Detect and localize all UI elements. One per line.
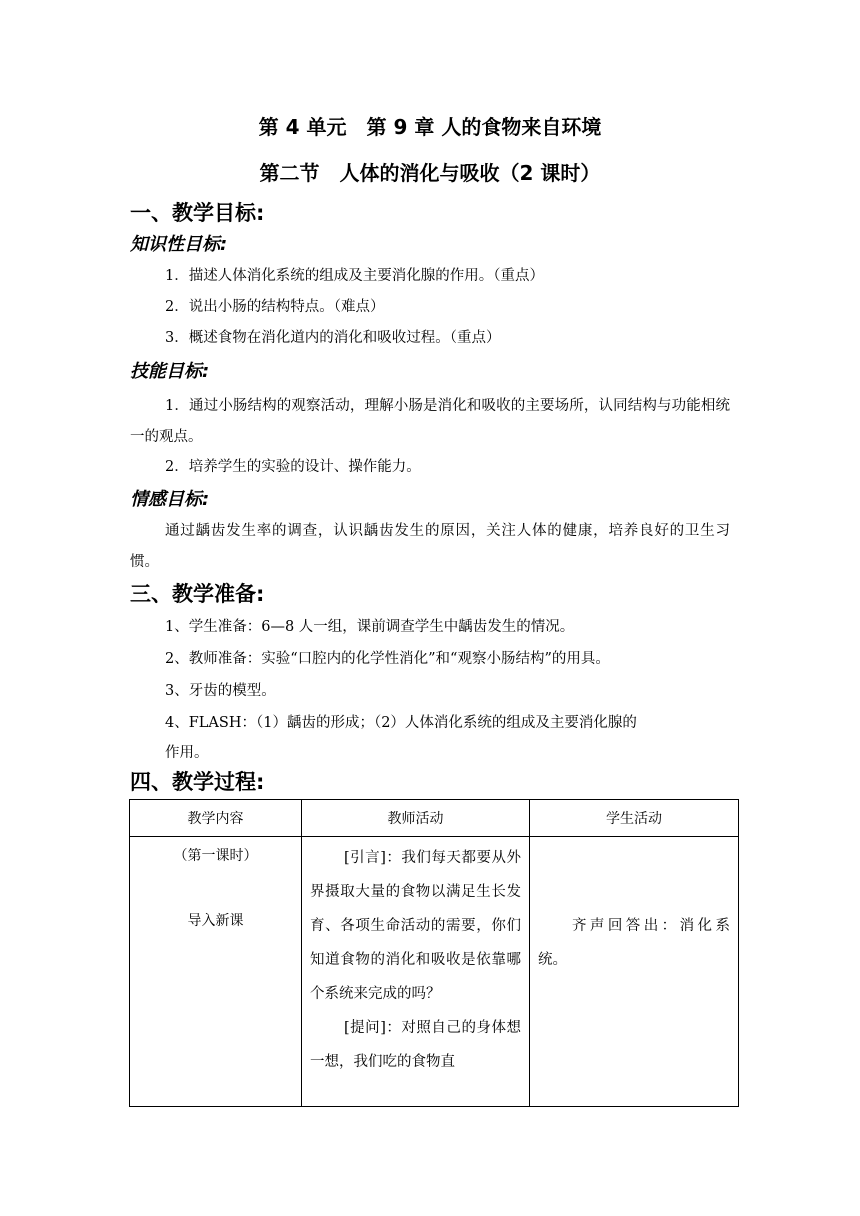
skill-goal-item: 2．培养学生的实验的设计、操作能力。 — [165, 459, 421, 475]
knowledge-goal-item: 2．说出小肠的结构特点。（难点） — [165, 299, 385, 315]
skill-goal-item: 1．通过小肠结构的观察活动，理解小肠是消化和吸收的主要场所，认同结构与功能相统一的观点。 — [130, 398, 730, 445]
content-cell — [130, 837, 302, 1107]
unit-title: 第 4 单元 第 9 章 人的食物来自环境 — [258, 115, 602, 139]
header-content: 教学内容 — [130, 800, 302, 837]
lesson-table — [129, 799, 739, 1107]
lesson-topic: 导入新课 — [187, 913, 244, 929]
skill-goals-heading: 技能目标: — [130, 361, 210, 382]
lesson-number: （第一课时） — [173, 848, 258, 864]
teaching-goals-heading: 一、教学目标: — [130, 201, 265, 225]
prep-item: 1、学生准备：6—8 人一组，课前调查学生中龋齿发生的情况。 — [165, 619, 575, 635]
table-row — [130, 837, 739, 1107]
student-response: 齐声回答出：消化系统。 — [538, 918, 730, 968]
teaching-prep-heading: 三、教学准备: — [130, 582, 265, 606]
prep-item-continuation: 作用。 — [165, 745, 209, 761]
student-cell — [530, 837, 739, 1107]
knowledge-goal-item: 1．描述人体消化系统的组成及主要消化腺的作用。（重点） — [165, 268, 544, 284]
teacher-intro: [引言]：我们每天都要从外界摄取大量的食物以满足生长发育、各项生命活动的需要，你们知道食物的消化和吸收是依靠哪个系统来完成的吗？ — [310, 850, 521, 1002]
knowledge-goal-item: 3．概述食物在消化道内的消化和吸收过程。（重点） — [165, 330, 501, 346]
emotion-goals-heading: 情感目标: — [130, 489, 210, 510]
teacher-question: [提问]：对照自己的身体想一想，我们吃的食物直 — [310, 1020, 521, 1070]
prep-item: 3、牙齿的模型。 — [165, 683, 276, 699]
teacher-cell — [302, 837, 530, 1107]
table-header-row — [130, 800, 739, 837]
header-student: 学生活动 — [530, 800, 739, 837]
section-title: 第二节 人体的消化与吸收（2 课时） — [259, 161, 601, 185]
prep-item: 4、FLASH：（1）龋齿的形成；（2）人体消化系统的组成及主要消化腺的 — [165, 715, 637, 731]
header-teacher: 教师活动 — [302, 800, 530, 837]
knowledge-goals-heading: 知识性目标: — [130, 234, 228, 255]
prep-item: 2、教师准备：实验“口腔内的化学性消化”和“观察小肠结构”的用具。 — [165, 651, 610, 667]
emotion-goal-text: 通过龋齿发生率的调查，认识龋齿发生的原因，关注人体的健康，培养良好的卫生习惯。 — [130, 523, 730, 570]
teaching-process-heading: 四、教学过程: — [130, 770, 265, 794]
